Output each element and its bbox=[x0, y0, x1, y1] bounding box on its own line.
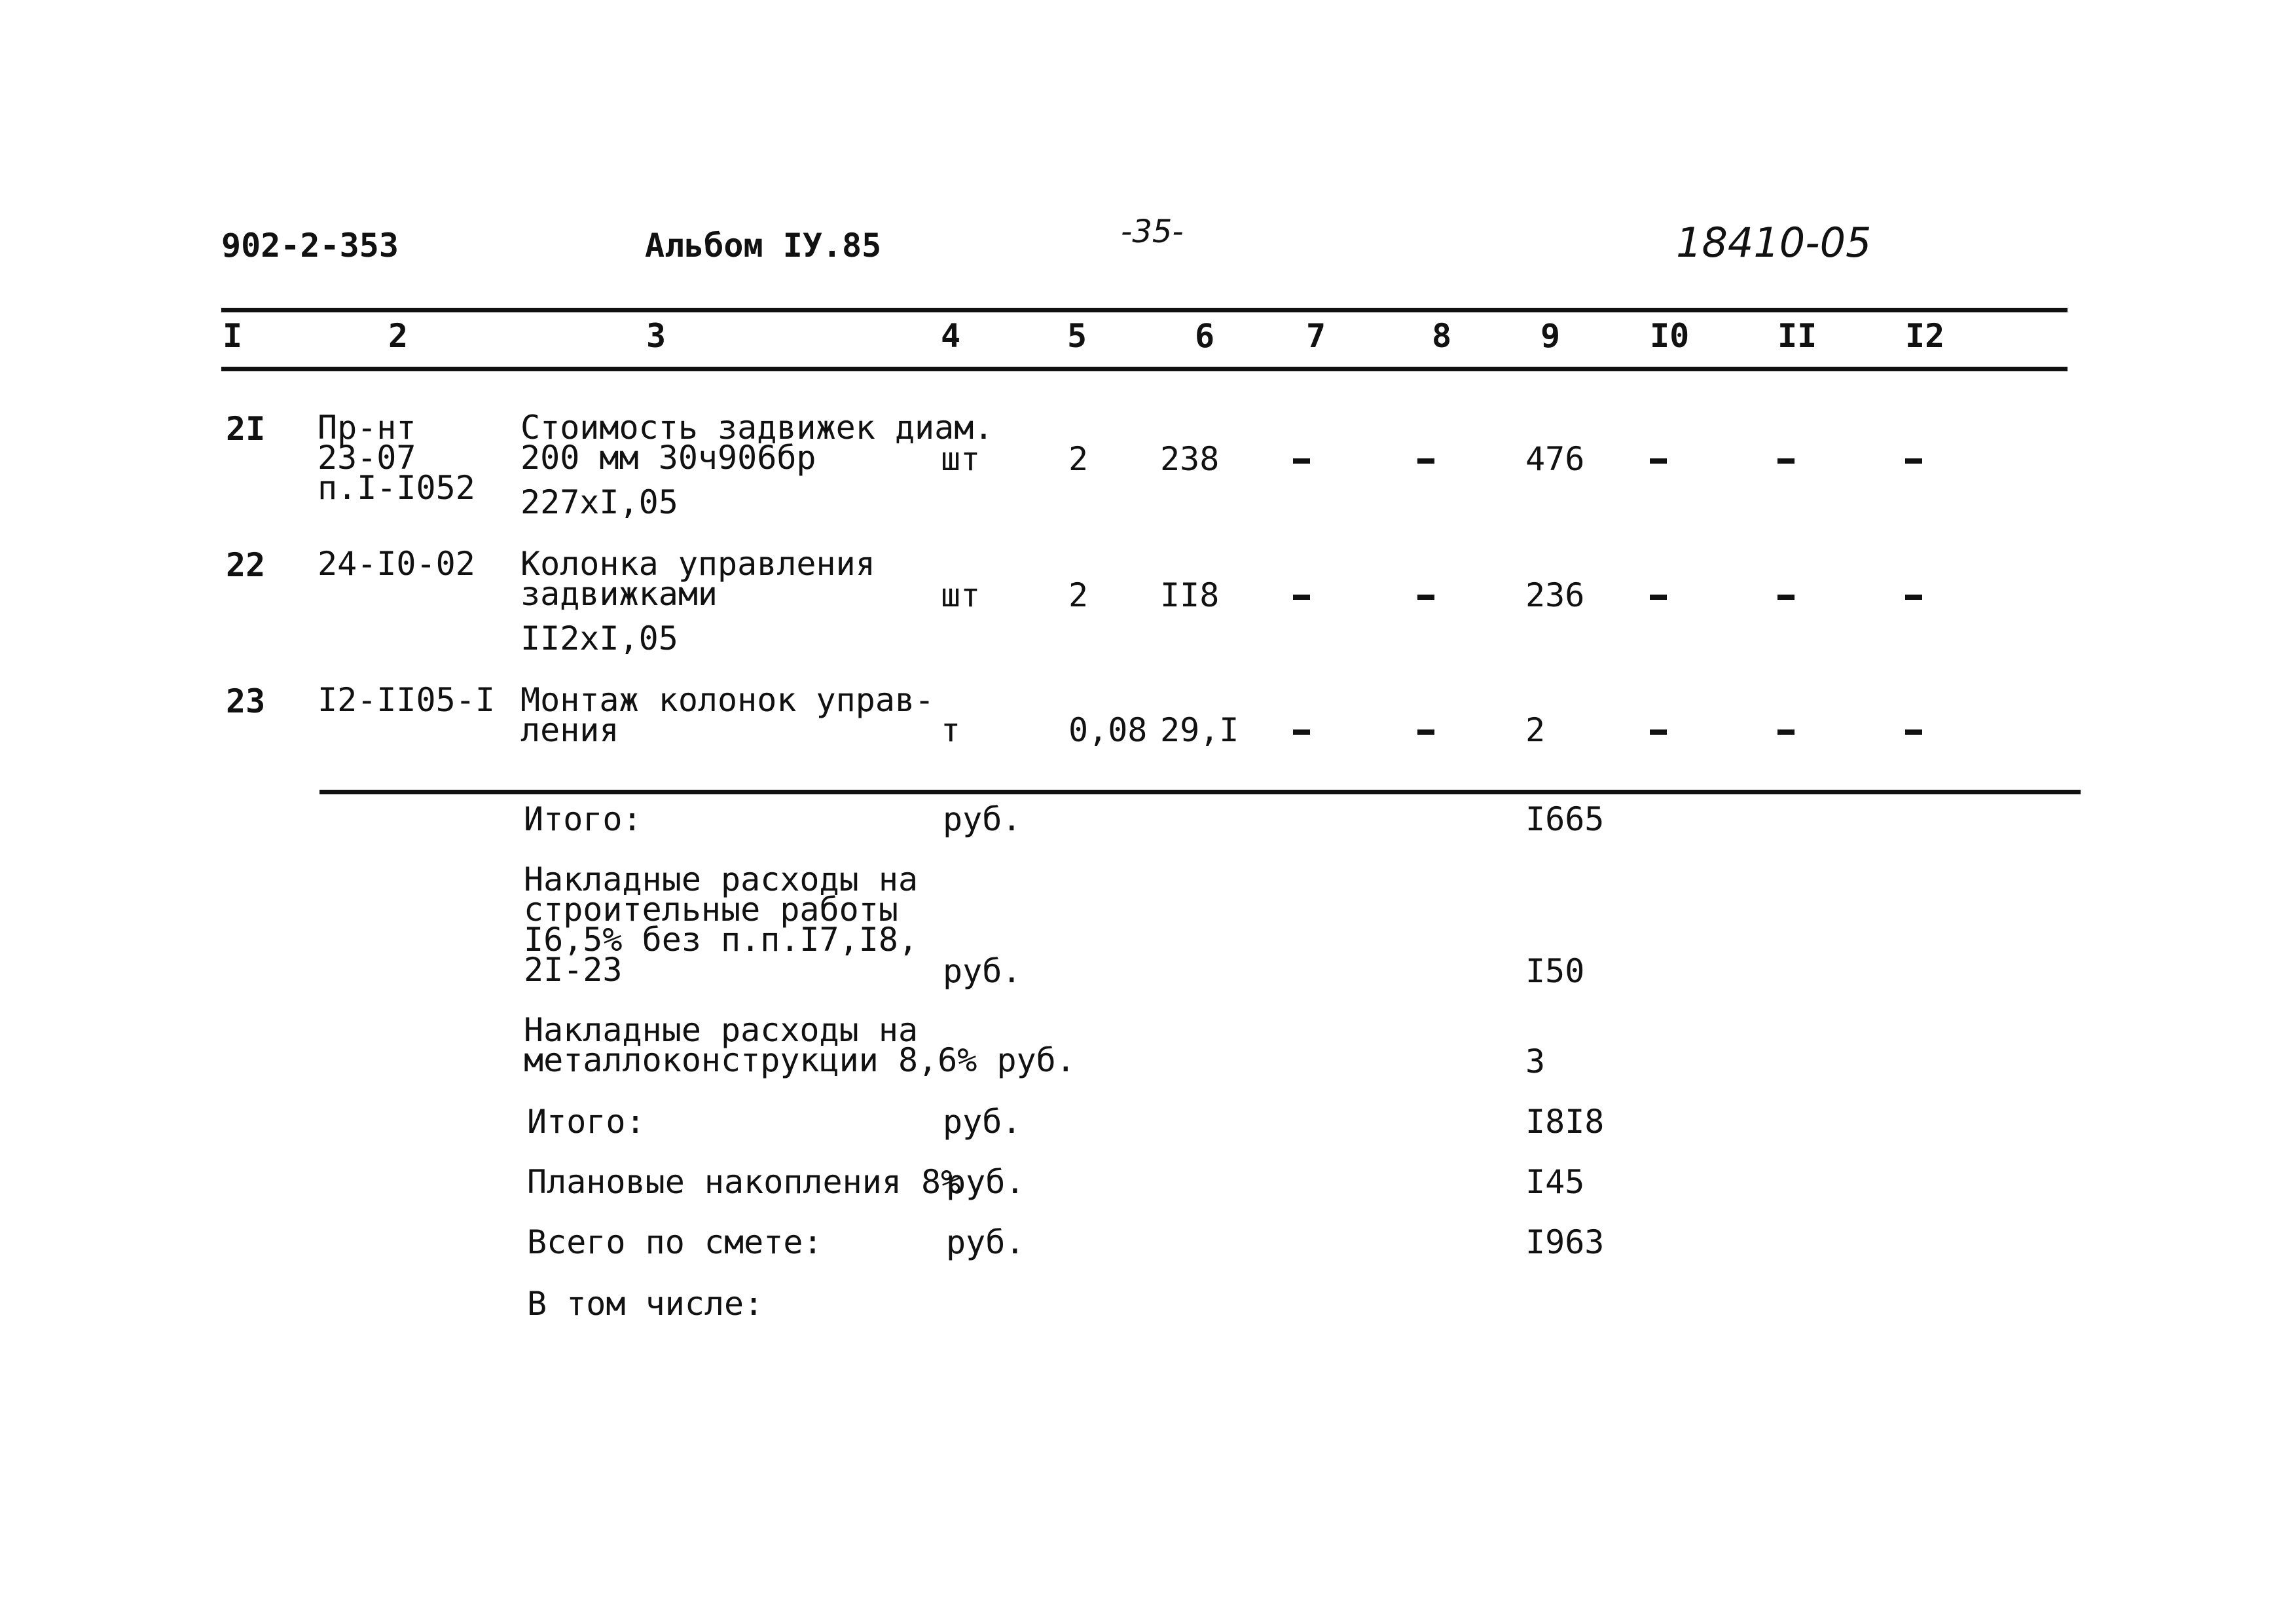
total-cost: 236 bbox=[1525, 576, 1585, 614]
subtotal2-label: Итого: bbox=[527, 1103, 646, 1141]
table-header-rule bbox=[221, 367, 2068, 371]
planned-savings-value: I45 bbox=[1525, 1163, 1585, 1201]
overhead-line: строительные работы bbox=[524, 891, 898, 929]
total-cost: 2 bbox=[1525, 711, 1546, 749]
row-number: 2I bbox=[226, 410, 266, 448]
registration-number: 18410-05 bbox=[1676, 219, 1872, 267]
empty-cell-dash bbox=[1905, 458, 1922, 464]
description-line: ления bbox=[520, 711, 619, 749]
unit-price: II8 bbox=[1160, 576, 1220, 614]
subtotal2-unit: руб. bbox=[943, 1103, 1022, 1141]
summary-rule bbox=[319, 790, 2081, 794]
quantity: 2 bbox=[1068, 576, 1089, 614]
column-number: 5 bbox=[1067, 317, 1087, 355]
description-line: Монтаж колонок управ- bbox=[520, 681, 935, 719]
empty-cell-dash bbox=[1293, 458, 1310, 464]
description-line: задвижками bbox=[520, 575, 718, 613]
including-label: В том числе: bbox=[527, 1285, 764, 1323]
subtotal-unit: руб. bbox=[943, 800, 1022, 838]
quantity: 0,08 bbox=[1068, 711, 1148, 749]
empty-cell-dash bbox=[1417, 595, 1434, 600]
subtotal-label: Итого: bbox=[524, 800, 642, 838]
empty-cell-dash bbox=[1650, 458, 1667, 464]
overhead-construction-label bbox=[524, 860, 919, 989]
row-number: 23 bbox=[226, 682, 266, 720]
album-label: Альбом IУ.85 bbox=[645, 227, 882, 265]
work-description bbox=[520, 409, 994, 478]
overhead-line: металлоконструкции 8,6% руб. bbox=[524, 1041, 1076, 1079]
empty-cell-dash bbox=[1650, 595, 1667, 600]
calculation-note: 227хI,05 bbox=[520, 483, 678, 521]
planned-savings-unit: руб. bbox=[946, 1163, 1025, 1201]
empty-cell-dash bbox=[1777, 729, 1795, 735]
description-line: Стоимость задвижек диам. bbox=[520, 409, 994, 447]
empty-cell-dash bbox=[1650, 729, 1667, 735]
work-description bbox=[520, 681, 935, 749]
column-number: 7 bbox=[1306, 317, 1326, 355]
overhead-construction-unit: руб. bbox=[943, 952, 1022, 990]
column-number: I bbox=[223, 317, 243, 355]
column-number: 9 bbox=[1540, 317, 1561, 355]
table-top-rule bbox=[221, 308, 2068, 312]
empty-cell-dash bbox=[1777, 458, 1795, 464]
description-line: Колонка управления bbox=[520, 545, 875, 583]
subtotal-value: I665 bbox=[1525, 800, 1605, 838]
column-number: 3 bbox=[646, 317, 666, 355]
rate-code-line: I2-II05-I bbox=[318, 681, 495, 719]
column-number: 8 bbox=[1432, 317, 1452, 355]
planned-savings-label: Плановые накопления 8% bbox=[527, 1163, 961, 1201]
overhead-line: Накладные расходы на bbox=[524, 1011, 919, 1049]
rate-code bbox=[318, 545, 475, 583]
empty-cell-dash bbox=[1905, 729, 1922, 735]
column-number: 4 bbox=[941, 317, 961, 355]
page-number: -35- bbox=[1121, 213, 1184, 250]
empty-cell-dash bbox=[1905, 595, 1922, 600]
description-line: 200 мм 30ч906бр bbox=[520, 439, 816, 477]
calculation-note: II2хI,05 bbox=[520, 619, 678, 657]
rate-code-line: п.I-I052 bbox=[318, 469, 475, 507]
empty-cell-dash bbox=[1417, 458, 1434, 464]
column-number: 6 bbox=[1195, 317, 1215, 355]
total-cost: 476 bbox=[1525, 440, 1585, 478]
unit-price: 238 bbox=[1160, 440, 1220, 478]
rate-code-line: 24-I0-02 bbox=[318, 545, 475, 583]
column-number: I0 bbox=[1650, 317, 1690, 355]
column-number: I2 bbox=[1905, 317, 1945, 355]
column-number: II bbox=[1777, 317, 1817, 355]
work-description bbox=[520, 545, 875, 613]
unit: т bbox=[941, 711, 961, 749]
empty-cell-dash bbox=[1293, 595, 1310, 600]
empty-cell-dash bbox=[1777, 595, 1795, 600]
rate-code-line: 23-07 bbox=[318, 439, 416, 477]
rate-code-line: Пр-нт bbox=[318, 409, 416, 447]
unit-price: 29,I bbox=[1160, 711, 1239, 749]
unit: шт bbox=[941, 440, 981, 478]
subtotal2-value: I8I8 bbox=[1525, 1103, 1605, 1141]
grand-total-unit: руб. bbox=[946, 1223, 1025, 1261]
empty-cell-dash bbox=[1293, 729, 1310, 735]
grand-total-label: Всего по смете: bbox=[527, 1223, 823, 1261]
overhead-construction-value: I50 bbox=[1525, 952, 1585, 990]
empty-cell-dash bbox=[1417, 729, 1434, 735]
overhead-line: Накладные расходы на bbox=[524, 860, 919, 898]
rate-code bbox=[318, 409, 475, 507]
overhead-metal-label bbox=[524, 1011, 1076, 1079]
rate-code bbox=[318, 681, 495, 719]
grand-total-value: I963 bbox=[1525, 1223, 1605, 1261]
overhead-metal-value: 3 bbox=[1525, 1043, 1546, 1080]
column-number: 2 bbox=[388, 317, 409, 355]
quantity: 2 bbox=[1068, 440, 1089, 478]
overhead-line: 2I-23 bbox=[524, 951, 623, 989]
document-code: 902-2-353 bbox=[221, 227, 399, 265]
unit: шт bbox=[941, 576, 981, 614]
row-number: 22 bbox=[226, 546, 266, 584]
overhead-line: I6,5% без п.п.I7,I8, bbox=[524, 921, 919, 959]
